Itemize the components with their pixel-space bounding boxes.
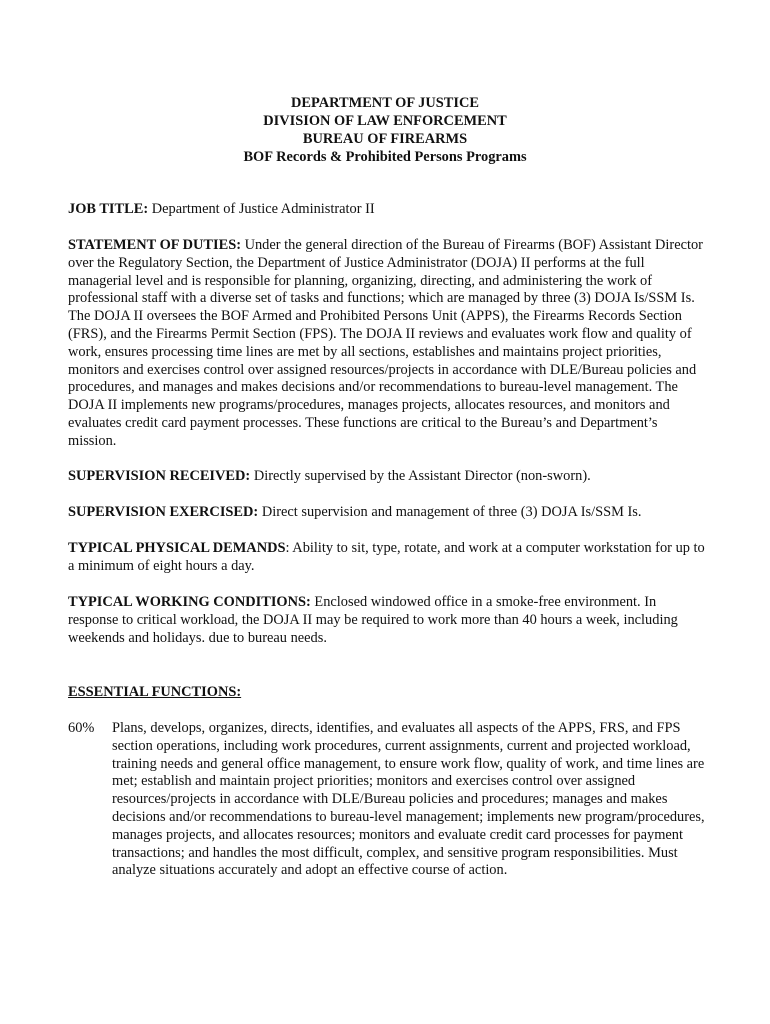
job-title-section — [68, 201, 708, 219]
essential-functions-title: ESSENTIAL FUNCTIONS: — [68, 684, 242, 700]
statement-of-duties-section — [68, 237, 708, 451]
header-division: DIVISION OF LAW ENFORCEMENT — [263, 113, 507, 129]
physical-demands-section — [68, 540, 708, 576]
document-header — [0, 94, 770, 166]
duties-text: Under the general direction of the Bureau of Firearms (BOF) Assistant Director over the Regulatory Section, the Department of Justice Administrator (DOJA) II performs at the full managerial level and is responsible for planning, organizing, directing, and administering the work of professional staff with a diverse set of tasks and functions; which are managed by three (3) DOJA Is/SSM Is. The DOJA II oversees the BOF Armed and Prohibited Persons Unit (APPS), the Firearms Records Section (FRS), and the Firearms Permit Section (FPS). The DOJA II reviews and evaluates work flow and quality of work, ensures processing time lines are met by all sections, establishes and maintains project priorities, monitors and exercises control over assigned resources/projects in accordance with DLE/Bureau policies and procedures, and manages and makes decisions and/or recommendations to bureau-level management. The DOJA II implements new programs/procedures, manages projects, allocates resources, and monitors and evaluates credit card payment processes. These functions are critical to the Bureau’s and Department’s mission. — [68, 237, 703, 449]
working-conditions-section — [68, 594, 708, 647]
job-title-label: JOB TITLE: — [68, 201, 149, 217]
function-description: Plans, develops, organizes, directs, identifies, and evaluates all aspects of the APPS, FRS, and FPS section operations, including work procedures, current assignments, current and projected workload, training needs and general office management, to ensure work flow, quality of work, and time lines are met; establish and maintain project priorities; monitors and exercises control over assigned resources/projects in accordance with DLE/Bureau policies and procedures; manages and makes decisions and/or recommendations to bureau-level management; implements new program/procedures, manages projects, and allocates resources; monitors and evaluate credit card processes for payment transactions; and handles the most difficult, complex, and sensitive program responsibilities. Must analyze situations accurately and adopt an effective course of action. — [112, 720, 705, 879]
header-bureau: BUREAU OF FIREARMS — [302, 131, 468, 147]
header-department: DEPARTMENT OF JUSTICE — [291, 95, 479, 111]
physical-demands-label: TYPICAL PHYSICAL DEMANDS — [68, 540, 286, 556]
working-conditions-text: Enclosed windowed office in a smoke-free environment. In response to critical workload, the DOJA II may be required to work more than 40 hours a week, including weekends and holidays. due to bureau needs. — [68, 594, 678, 646]
supervision-received-text: Directly supervised by the Assistant Director (non-sworn). — [250, 468, 591, 484]
physical-demands-text: : Ability to sit, type, rotate, and work at a computer workstation for up to a minimum of eight hours a day. — [68, 540, 705, 574]
essential-functions-heading — [68, 684, 708, 702]
function-percent: 60% — [68, 720, 95, 736]
supervision-received-label: SUPERVISION RECEIVED: — [68, 468, 251, 484]
supervision-exercised-section — [68, 504, 708, 522]
header-program: BOF Records & Prohibited Persons Programs — [243, 149, 527, 165]
supervision-received-section — [68, 468, 708, 486]
supervision-exercised-text: Direct supervision and management of three (3) DOJA Is/SSM Is. — [258, 504, 642, 520]
working-conditions-label: TYPICAL WORKING CONDITIONS: — [68, 594, 311, 610]
duties-label: STATEMENT OF DUTIES: — [68, 237, 241, 253]
job-title-text: Department of Justice Administrator II — [148, 201, 375, 217]
supervision-exercised-label: SUPERVISION EXERCISED: — [68, 504, 259, 520]
